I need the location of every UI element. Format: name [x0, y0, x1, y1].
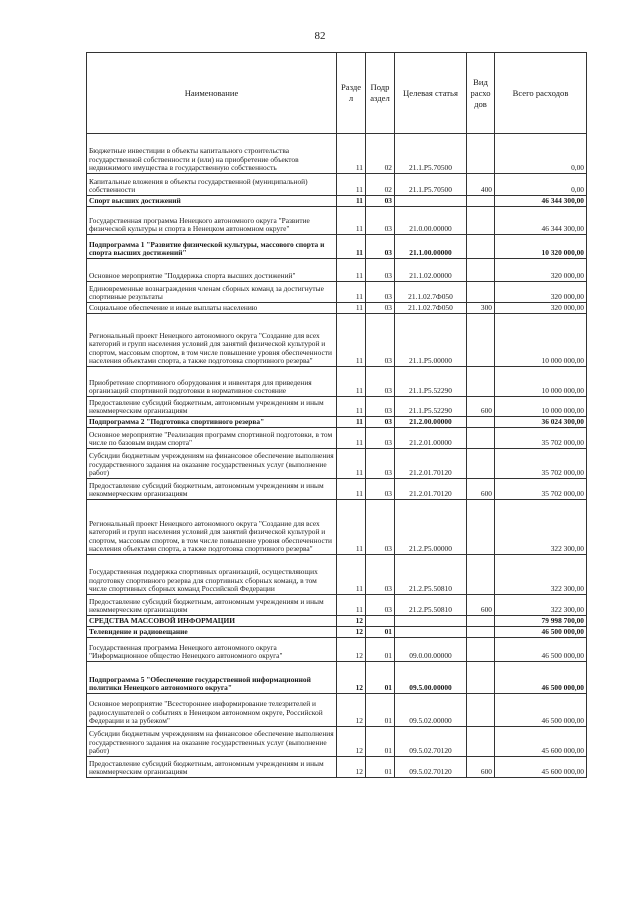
row-target-cell: 21.2.01.00000 [395, 428, 467, 449]
row-name-cell: Региональный проект Ненецкого автономного округа "Создание для всех категорий и групп населения условий для занятий физической культурой и спортом, массовым спортом, в том числе повышение уровня обеспеченности населения объектами спорта, а также подготовка спортивного резерва" [87, 500, 337, 555]
row-target-cell: 09.5.02.00000 [395, 694, 467, 727]
row-name-cell: Подпрограмма 1 "Развитие физической культуры, массового спорта и спорта высших достижений" [87, 235, 337, 259]
row-vid-cell: 600 [467, 595, 495, 616]
table-row [87, 449, 587, 479]
row-name-cell: Государственная программа Ненецкого автономного округа "Развитие физической культуры и спорта в Ненецком автономном округе" [87, 207, 337, 235]
row-name-cell: Предоставление субсидий бюджетным, автономным учреждениям и иным некоммерческим организациям [87, 479, 337, 500]
row-vid-cell [467, 417, 495, 428]
row-target-cell: 09.5.00.00000 [395, 662, 467, 694]
row-name-cell: Субсидии бюджетным учреждениям на финансовое обеспечение выполнения государственного задания на оказание государственных услуг (выполнение работ) [87, 727, 337, 757]
row-vid-cell [467, 196, 495, 207]
table-row [87, 174, 587, 196]
row-razdel-cell: 12 [337, 616, 366, 627]
row-podrazdel-cell: 03 [366, 367, 395, 397]
row-target-cell: 21.2.P5.00000 [395, 500, 467, 555]
row-vid-cell: 600 [467, 397, 495, 417]
table-row [87, 694, 587, 727]
table-row [87, 196, 587, 207]
row-podrazdel-cell: 03 [366, 196, 395, 207]
row-target-cell [395, 196, 467, 207]
table-row [87, 259, 587, 282]
row-total-cell: 322 300,00 [495, 595, 587, 616]
row-total-cell: 45 600 000,00 [495, 727, 587, 757]
row-razdel-cell: 12 [337, 662, 366, 694]
row-total-cell: 10 000 000,00 [495, 367, 587, 397]
row-target-cell: 21.1.02.7Ф050 [395, 282, 467, 303]
row-podrazdel-cell: 03 [366, 428, 395, 449]
row-target-cell: 21.1.P5.52290 [395, 397, 467, 417]
row-target-cell: 21.1.00.00000 [395, 235, 467, 259]
row-vid-cell [467, 367, 495, 397]
row-name-cell: Подпрограмма 2 "Подготовка спортивного резерва" [87, 417, 337, 428]
row-podrazdel-cell: 03 [366, 282, 395, 303]
row-razdel-cell: 11 [337, 417, 366, 428]
row-razdel-cell: 12 [337, 638, 366, 662]
row-podrazdel-cell: 03 [366, 595, 395, 616]
row-podrazdel-cell: 01 [366, 662, 395, 694]
table-row [87, 595, 587, 616]
row-target-cell: 21.1.P5.70500 [395, 134, 467, 174]
row-target-cell: 21.2.01.70120 [395, 479, 467, 500]
row-podrazdel-cell: 01 [366, 757, 395, 778]
row-name-cell: Предоставление субсидий бюджетным, автономным учреждениям и иным некоммерческим организациям [87, 595, 337, 616]
row-razdel-cell: 12 [337, 627, 366, 638]
row-razdel-cell: 11 [337, 207, 366, 235]
table-row [87, 207, 587, 235]
row-vid-cell [467, 662, 495, 694]
row-name-cell: Основное мероприятие "Всестороннее информирование телезрителей и радиослушателей о событиях в Ненецком автономном округе, Российской Федерации и за рубежом" [87, 694, 337, 727]
row-name-cell: Телевидение и радиовещание [87, 627, 337, 638]
row-target-cell: 21.2.00.00000 [395, 417, 467, 428]
row-razdel-cell: 11 [337, 449, 366, 479]
table-body [87, 134, 587, 778]
row-target-cell: 21.1.P5.52290 [395, 367, 467, 397]
row-target-cell: 09.5.02.70120 [395, 727, 467, 757]
table-row [87, 314, 587, 367]
row-razdel-cell: 11 [337, 235, 366, 259]
row-total-cell: 10 320 000,00 [495, 235, 587, 259]
table-header-row [87, 53, 587, 134]
row-total-cell: 45 600 000,00 [495, 757, 587, 778]
budget-table [86, 52, 587, 778]
row-total-cell: 10 000 000,00 [495, 314, 587, 367]
row-total-cell: 322 300,00 [495, 555, 587, 595]
header-total: Всего расходов [495, 53, 587, 134]
row-vid-cell [467, 134, 495, 174]
row-total-cell: 46 500 000,00 [495, 662, 587, 694]
table-row [87, 500, 587, 555]
row-vid-cell [467, 500, 495, 555]
row-podrazdel-cell: 03 [366, 500, 395, 555]
row-total-cell: 46 500 000,00 [495, 627, 587, 638]
row-target-cell: 21.2.01.70120 [395, 449, 467, 479]
row-razdel-cell: 11 [337, 282, 366, 303]
row-razdel-cell: 12 [337, 694, 366, 727]
row-vid-cell [467, 428, 495, 449]
table-row [87, 616, 587, 627]
table-row [87, 555, 587, 595]
row-total-cell: 35 702 000,00 [495, 479, 587, 500]
row-vid-cell [467, 694, 495, 727]
row-razdel-cell: 11 [337, 397, 366, 417]
row-razdel-cell: 11 [337, 259, 366, 282]
row-target-cell [395, 627, 467, 638]
row-total-cell: 79 998 700,00 [495, 616, 587, 627]
row-podrazdel-cell: 02 [366, 174, 395, 196]
row-target-cell: 21.0.00.00000 [395, 207, 467, 235]
row-podrazdel-cell: 03 [366, 303, 395, 314]
row-razdel-cell: 11 [337, 479, 366, 500]
table-row [87, 134, 587, 174]
table-row [87, 638, 587, 662]
row-vid-cell [467, 314, 495, 367]
row-total-cell: 46 500 000,00 [495, 694, 587, 727]
row-name-cell: Спорт высших достижений [87, 196, 337, 207]
row-vid-cell [467, 449, 495, 479]
row-vid-cell [467, 207, 495, 235]
row-total-cell: 46 344 300,00 [495, 207, 587, 235]
table-row [87, 757, 587, 778]
row-vid-cell: 600 [467, 479, 495, 500]
row-podrazdel-cell: 03 [366, 207, 395, 235]
row-vid-cell [467, 235, 495, 259]
row-target-cell: 09.5.02.70120 [395, 757, 467, 778]
row-name-cell: Подпрограмма 5 "Обеспечение государственной информационной политики Ненецкого автономного округа" [87, 662, 337, 694]
row-razdel-cell: 11 [337, 595, 366, 616]
row-name-cell: Предоставление субсидий бюджетным, автономным учреждениям и иным некоммерческим организациям [87, 397, 337, 417]
row-vid-cell: 400 [467, 174, 495, 196]
row-vid-cell: 300 [467, 303, 495, 314]
row-vid-cell [467, 616, 495, 627]
row-target-cell: 21.1.02.00000 [395, 259, 467, 282]
header-razdel: Разде л [337, 53, 366, 134]
row-podrazdel-cell: 03 [366, 449, 395, 479]
row-target-cell: 21.1.P5.00000 [395, 314, 467, 367]
row-razdel-cell: 12 [337, 757, 366, 778]
header-podrazdel: Подр аздел [366, 53, 395, 134]
row-name-cell: Региональный проект Ненецкого автономного округа "Создание для всех категорий и групп населения условий для занятий физической культурой и спортом, массовым спортом, в том числе повышение уровня обеспеченности населения объектами спорта, а также подготовка спортивного резерва" [87, 314, 337, 367]
row-podrazdel-cell: 03 [366, 397, 395, 417]
row-vid-cell [467, 727, 495, 757]
row-podrazdel-cell: 03 [366, 235, 395, 259]
row-podrazdel-cell: 01 [366, 638, 395, 662]
row-name-cell: Основное мероприятие "Реализация программ спортивной подготовки, в том числе по базовым видам спорта" [87, 428, 337, 449]
row-vid-cell [467, 259, 495, 282]
row-podrazdel-cell: 03 [366, 417, 395, 428]
row-razdel-cell: 11 [337, 367, 366, 397]
row-target-cell: 21.1.P5.70500 [395, 174, 467, 196]
header-target: Целевая статья [395, 53, 467, 134]
table-row [87, 727, 587, 757]
page-number: 82 [314, 30, 326, 42]
row-podrazdel-cell: 03 [366, 555, 395, 595]
row-total-cell: 36 024 300,00 [495, 417, 587, 428]
row-podrazdel-cell: 01 [366, 627, 395, 638]
row-total-cell: 320 000,00 [495, 259, 587, 282]
row-podrazdel-cell [366, 616, 395, 627]
row-podrazdel-cell: 03 [366, 259, 395, 282]
row-vid-cell [467, 638, 495, 662]
row-target-cell: 21.2.P5.50810 [395, 595, 467, 616]
row-razdel-cell: 11 [337, 555, 366, 595]
row-total-cell: 35 702 000,00 [495, 449, 587, 479]
row-vid-cell [467, 627, 495, 638]
header-name: Наименование [87, 53, 337, 134]
table-row [87, 479, 587, 500]
row-total-cell: 46 344 300,00 [495, 196, 587, 207]
row-name-cell: Предоставление субсидий бюджетным, автономным учреждениям и иным некоммерческим организациям [87, 757, 337, 778]
row-total-cell: 320 000,00 [495, 303, 587, 314]
row-name-cell: Единовременные вознаграждения членам сборных команд за достигнутые спортивные результаты [87, 282, 337, 303]
table-row [87, 367, 587, 397]
row-podrazdel-cell: 01 [366, 727, 395, 757]
row-name-cell: Государственная программа Ненецкого автономного округа "Информационное общество Ненецкого автономного округа" [87, 638, 337, 662]
row-podrazdel-cell: 03 [366, 479, 395, 500]
table-row [87, 428, 587, 449]
row-name-cell: Субсидии бюджетным учреждениям на финансовое обеспечение выполнения государственного задания на оказание государственных услуг (выполнение работ) [87, 449, 337, 479]
row-podrazdel-cell: 03 [366, 314, 395, 367]
row-total-cell: 0,00 [495, 174, 587, 196]
row-name-cell: Социальное обеспечение и иные выплаты населению [87, 303, 337, 314]
row-razdel-cell: 11 [337, 314, 366, 367]
row-total-cell: 10 000 000,00 [495, 397, 587, 417]
row-target-cell: 21.2.P5.50810 [395, 555, 467, 595]
table-row [87, 662, 587, 694]
row-vid-cell [467, 282, 495, 303]
row-razdel-cell: 11 [337, 196, 366, 207]
row-podrazdel-cell: 02 [366, 134, 395, 174]
row-razdel-cell: 11 [337, 428, 366, 449]
table-row [87, 303, 587, 314]
row-total-cell: 35 702 000,00 [495, 428, 587, 449]
table-row [87, 235, 587, 259]
table-row [87, 627, 587, 638]
row-total-cell: 320 000,00 [495, 282, 587, 303]
header-vid: Вид расхо дов [467, 53, 495, 134]
row-razdel-cell: 11 [337, 303, 366, 314]
table-row [87, 397, 587, 417]
row-vid-cell: 600 [467, 757, 495, 778]
row-name-cell: Государственная поддержка спортивных организаций, осуществляющих подготовку спортивного резерва для спортивных сборных команд, в том числе спортивных сборных команд Российской Федерации [87, 555, 337, 595]
table-row [87, 417, 587, 428]
row-target-cell [395, 616, 467, 627]
row-name-cell: Капитальные вложения в объекты государственной (муниципальной) собственности [87, 174, 337, 196]
row-total-cell: 0,00 [495, 134, 587, 174]
row-name-cell: Бюджетные инвестиции в объекты капитального строительства государственной собственности и (или) на приобретение объектов недвижимого имущества в государственную собственность [87, 134, 337, 174]
row-name-cell: СРЕДСТВА МАССОВОЙ ИНФОРМАЦИИ [87, 616, 337, 627]
row-razdel-cell: 11 [337, 500, 366, 555]
row-podrazdel-cell: 01 [366, 694, 395, 727]
row-razdel-cell: 12 [337, 727, 366, 757]
row-total-cell: 46 500 000,00 [495, 638, 587, 662]
row-razdel-cell: 11 [337, 174, 366, 196]
row-name-cell: Основное мероприятие "Поддержка спорта высших достижений" [87, 259, 337, 282]
row-razdel-cell: 11 [337, 134, 366, 174]
table-row [87, 282, 587, 303]
row-target-cell: 09.0.00.00000 [395, 638, 467, 662]
row-target-cell: 21.1.02.7Ф050 [395, 303, 467, 314]
row-total-cell: 322 300,00 [495, 500, 587, 555]
row-vid-cell [467, 555, 495, 595]
row-name-cell: Приобретение спортивного оборудования и инвентаря для приведения организаций спортивной подготовки в нормативное состояние [87, 367, 337, 397]
